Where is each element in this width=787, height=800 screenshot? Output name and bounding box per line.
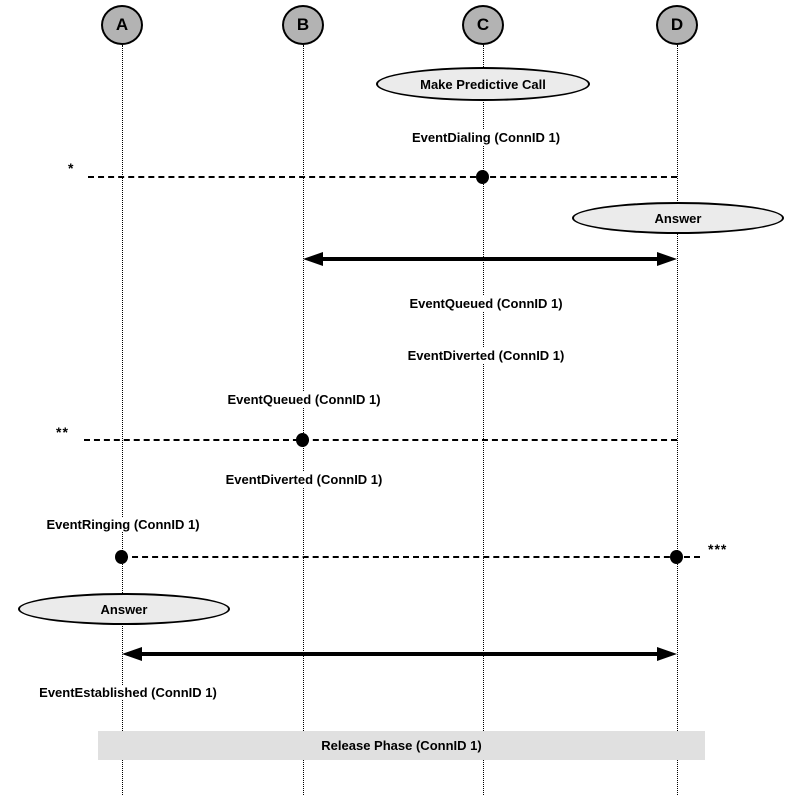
event-dot-icon-c (476, 170, 489, 184)
message-dashed-line-dialing (88, 176, 677, 178)
event-label-queued-c: EventQueued (ConnID 1) (405, 296, 566, 311)
lifeline-head-c (462, 5, 504, 45)
release-phase-bar (98, 731, 705, 760)
event-label-ringing: EventRinging (ConnID 1) (42, 517, 203, 532)
event-label-queued-b: EventQueued (ConnID 1) (223, 392, 384, 407)
lifeline-label-a: A (115, 15, 129, 34)
footnote-marker-triple: *** (708, 541, 728, 557)
arrowhead-right-icon-d (657, 252, 677, 266)
lifeline-head-a (101, 5, 143, 45)
action-oval-answer-a (18, 593, 230, 625)
lifeline-c (483, 45, 484, 795)
event-label-dialing: EventDialing (ConnID 1) (408, 130, 564, 145)
arrowhead-right-icon-d2 (657, 647, 677, 661)
action-oval-answer-d (572, 202, 784, 234)
arrowhead-left-icon-b (303, 252, 323, 266)
lifeline-head-b (282, 5, 324, 45)
event-dot-icon-a (115, 550, 128, 564)
lifeline-d (677, 45, 678, 795)
release-phase-label: Release Phase (ConnID 1) (321, 738, 482, 753)
footnote-marker-double: ** (56, 424, 69, 440)
action-label-answer-d: Answer (654, 210, 702, 226)
event-label-diverted-b: EventDiverted (ConnID 1) (222, 472, 387, 487)
action-label-answer-a: Answer (100, 601, 148, 617)
event-dot-icon-b (296, 433, 309, 447)
lifeline-b (303, 45, 304, 795)
lifeline-label-d: D (670, 15, 684, 34)
span-arrow-a-d-shaft (137, 652, 662, 656)
event-label-diverted-c: EventDiverted (ConnID 1) (404, 348, 569, 363)
event-label-established: EventEstablished (ConnID 1) (35, 685, 221, 700)
action-oval-make-predictive-call (376, 67, 590, 101)
footnote-marker-single: * (68, 160, 75, 176)
message-dashed-line-ringing (122, 556, 700, 558)
lifeline-label-b: B (296, 15, 310, 34)
lifeline-label-c: C (476, 15, 490, 34)
event-dot-icon-d (670, 550, 683, 564)
span-arrow-b-d-shaft (318, 257, 662, 261)
message-dashed-line-queued (84, 439, 677, 441)
arrowhead-left-icon-a (122, 647, 142, 661)
lifeline-a (122, 45, 123, 795)
action-label-make-predictive-call: Make Predictive Call (420, 76, 546, 92)
lifeline-head-d (656, 5, 698, 45)
